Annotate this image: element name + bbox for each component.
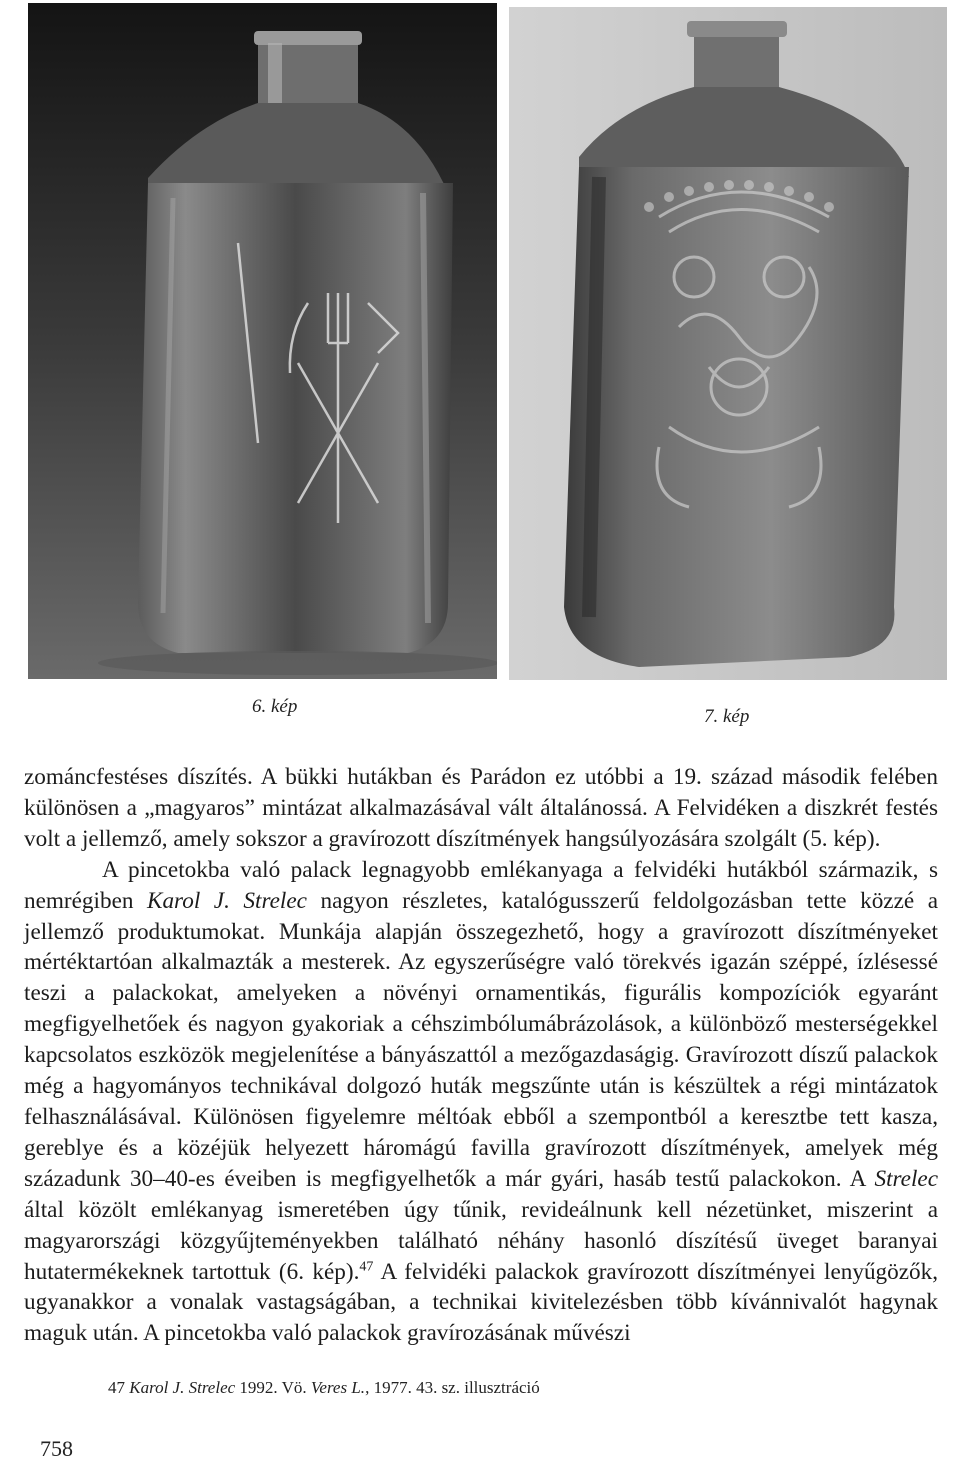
paragraph-2-text-d: A felvidéki palackok gravírozott díszítményei lenyűgözők, ugyanakkor a vonalak vastagságában, a technikai kivitelezésben több kívánnivalót hagynak maguk után. A pincetokba való palackok gravírozásának művészi [24, 1258, 939, 1347]
paragraph-1 [24, 762, 938, 855]
author-name-italic: Karol J. Strelec [147, 887, 307, 914]
footnote-author: Veres L. [310, 1378, 366, 1397]
footnote [108, 1378, 540, 1398]
paragraph-2-text-c: által közölt emlékanyag ismeretében úgy tűnik, revideálnunk kell nézetünket, miszerint a magyarországi közgyűjteményekben található néhány hasonló díszítésű üveget baranyai hutatermékeknek tartottuk (6. kép). [24, 1196, 938, 1285]
paragraph-1-text: zománcfestéses díszítés. A bükki hutákban és Parádon ez utóbbi a 19. század második felében különösen a „magyaros” mintázat alkalmazásával vált általánossá. A Felvidéken a diszkrét festés volt a jellemző, amely sokszor a gravírozott díszítmények hangsúlyozására szolgált (5. kép). [24, 764, 938, 852]
figure-caption-6: 6. kép [252, 696, 298, 717]
page-number: 758 [40, 1436, 73, 1461]
body-text [24, 762, 938, 1349]
footnote-reference: 47 [359, 1258, 374, 1274]
paragraph-2-text-b: nagyon részletes, katalógusszerű feldolgozásban tette közzé a jellemző produktumokat. Munkája alapján összegezhető, hogy a gravírozott díszítményeket mértéktartóan alkalmazták a mesterek. Az egyszerűségre való törekvés igazán széppé, ízlésessé teszi a palackokat, amelyeken a növényi ornamentikás, figurális kompozíciók egyaránt megfigyelhetőek és nagyon gyakoriak a céhszimbólumábrázolások, a különböző mesterségekkel kapcsolatos eszközök megjelenítése a bányászattól a mezőgazdaságig. Gravírozott díszű palackok még a hagyományos technikával dolgozó huták megszűnte után is készültek a régi mintázatok felhasználásával. Különösen figyelemre méltóak ebből a szempontból a keresztbe tett kasza, gereblye és a közéjük helyezett háromágú favilla gravírozott díszítmények, amelyek még századunk 30–40-es éveiben is megfigyelhetők a már gyári, hasáb testű palackokon. A [24, 887, 939, 1192]
footnote-text: , 1977. 43. sz. illusztráció [365, 1378, 540, 1397]
footnote-text: 1992. Vö. [235, 1378, 311, 1397]
photo-engraved-bottle [28, 3, 497, 679]
paragraph-2 [24, 855, 938, 1350]
author-name-italic: Strelec [874, 1165, 938, 1192]
footnote-number: 47 [108, 1378, 125, 1397]
photo-ornamented-bottle [509, 7, 947, 680]
footnote-author: Karol J. Strelec [129, 1378, 236, 1397]
paragraph-2-text-a: A pincetokba való palack legnagyobb emlékanyaga a felvidéki hutákból származik, s nemrégiben [24, 856, 938, 914]
figure-caption-7: 7. kép [704, 706, 750, 727]
